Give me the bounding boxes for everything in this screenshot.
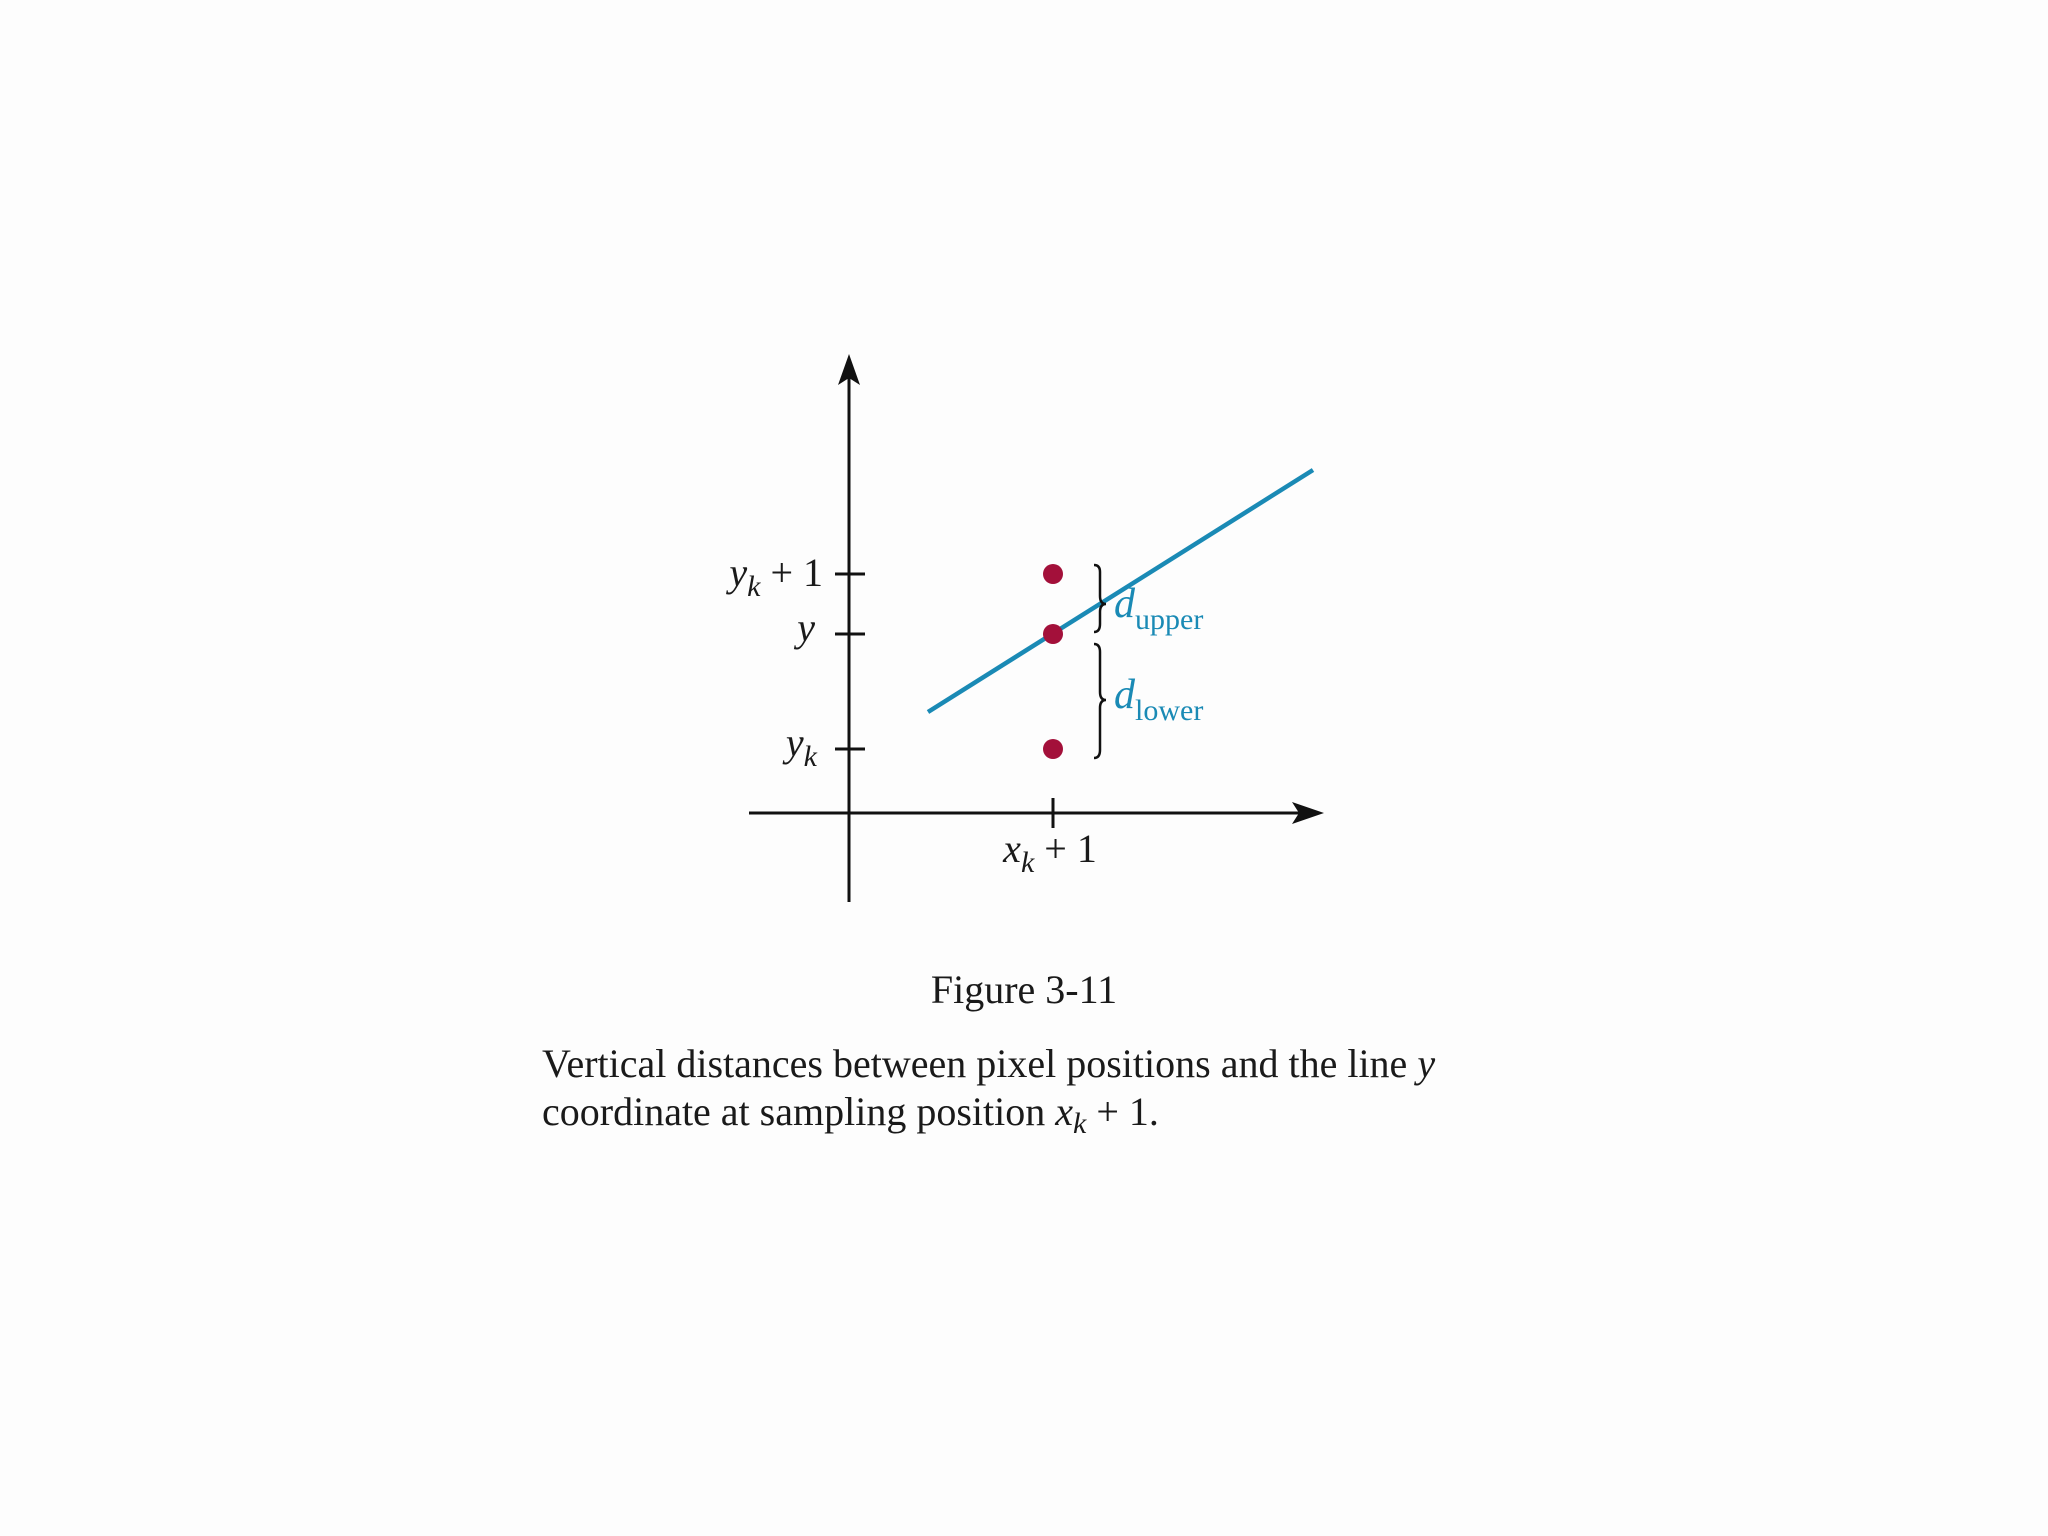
label-yk: $y_k$ — [785, 720, 817, 773]
label-d-upper: $d_{upper}$ — [1114, 581, 1204, 636]
pixel-point-upper — [1043, 564, 1063, 584]
label-yk-plus-1: $y_k + 1$ — [729, 550, 823, 603]
caption-line-1-var: y — [1417, 1041, 1436, 1086]
caption-line-1 — [542, 1040, 1542, 1088]
pixel-point-middle — [1043, 624, 1063, 644]
label-d-lower: $d_{lower}$ — [1114, 672, 1204, 727]
lower-curly-brace-icon — [1094, 644, 1106, 758]
upper-curly-brace-icon — [1094, 565, 1106, 632]
figure-title: Figure 3-11 — [930, 967, 1118, 1012]
pixel-point-lower — [1043, 739, 1063, 759]
label-xk-plus-1: $x_k + 1$ — [1003, 826, 1097, 879]
caption-line-2-sub: k — [1073, 1107, 1087, 1140]
caption-line-2-var: x — [1055, 1089, 1074, 1134]
label-y: y — [797, 605, 815, 650]
caption-line-2-rest: + 1. — [1086, 1089, 1159, 1134]
figure-caption — [542, 1040, 1542, 1148]
caption-line-2 — [542, 1088, 1542, 1148]
caption-line-2-text: coordinate at sampling position — [542, 1089, 1056, 1134]
caption-line-1-text: Vertical distances between pixel positions and the line — [542, 1041, 1418, 1086]
